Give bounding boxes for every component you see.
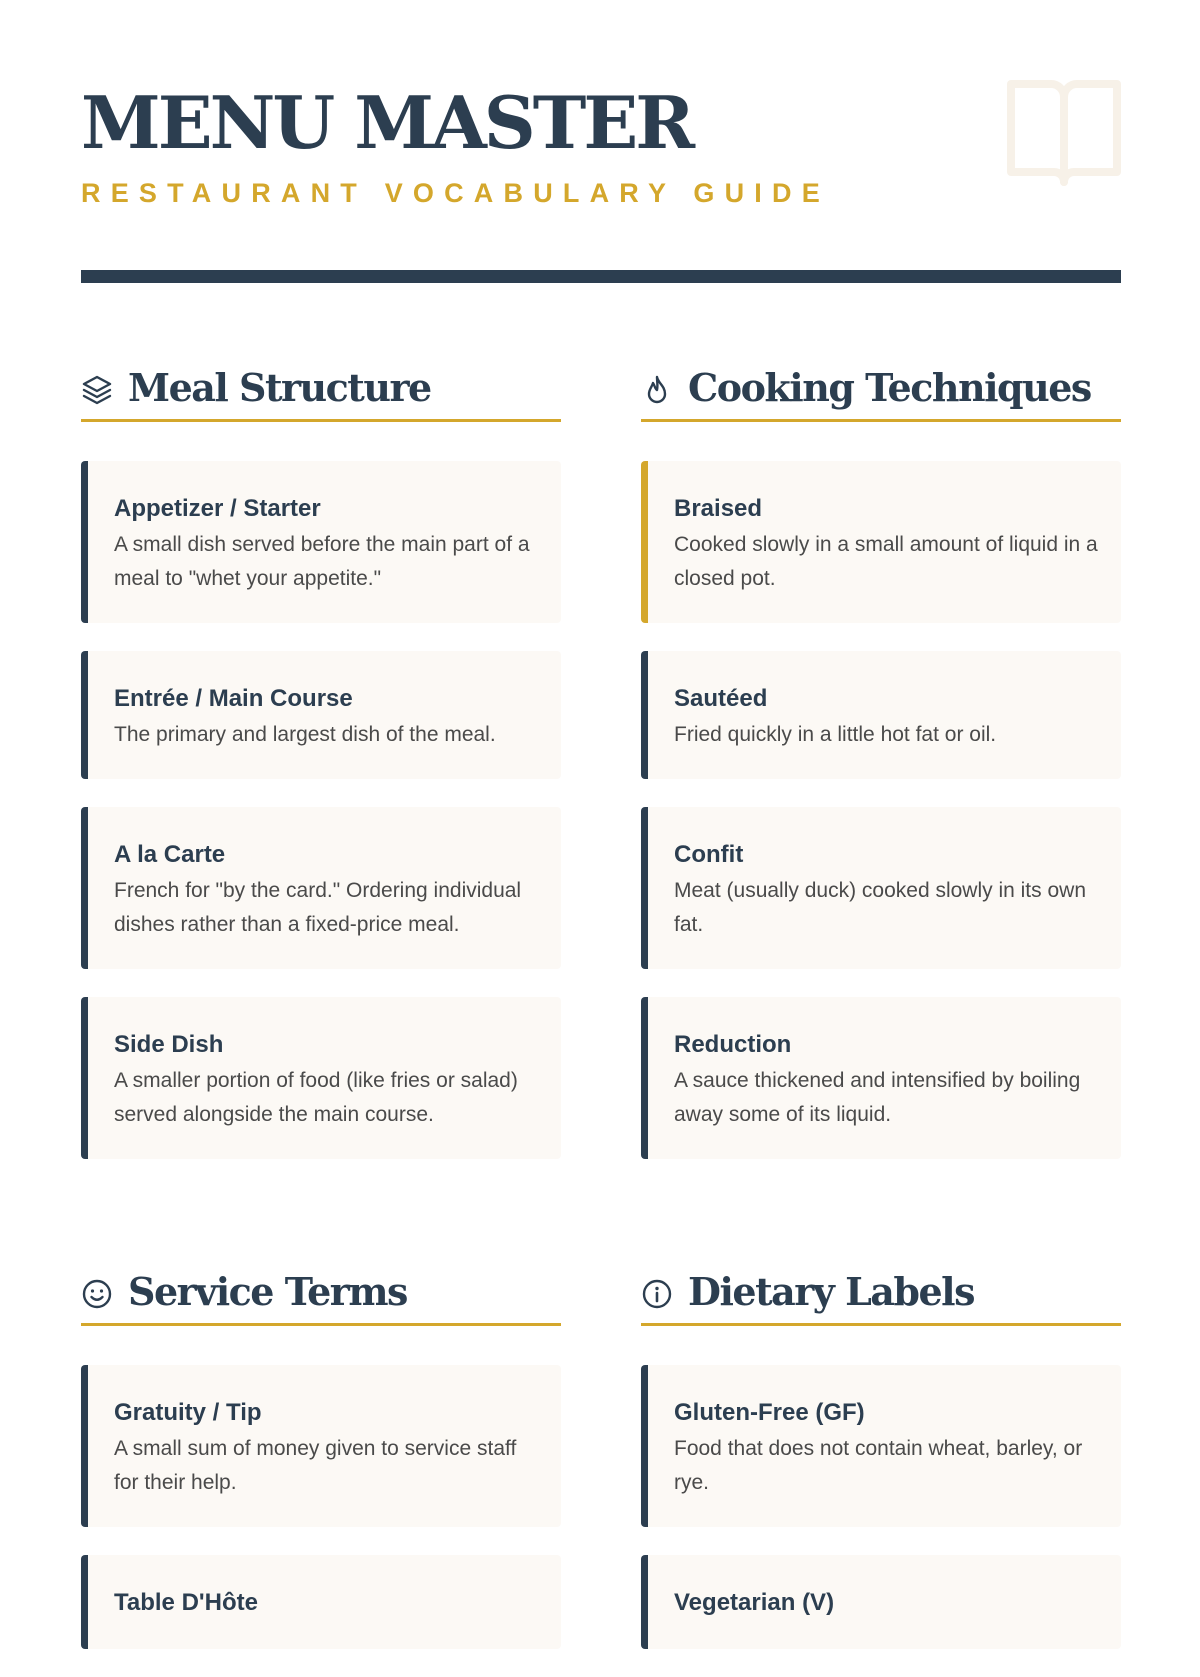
term-definition: Fried quickly in a little hot fat or oil. [674,723,997,746]
section-title: Meal Structure [128,365,431,410]
section-header [641,1264,1121,1326]
section-cooking-techniques [641,360,1121,1187]
section-header [641,360,1121,422]
term-definition: Meat (usually duck) cooked slowly in its own fat. [674,879,1087,936]
page-title: MENU MASTER [81,80,693,165]
term-card [81,1365,561,1527]
term-name: Sautéed [674,685,768,712]
term-definition: French for "by the card." Ordering individual dishes rather than a fixed-price meal. [114,879,522,936]
header-divider [81,270,1121,283]
section-title: Service Terms [128,1269,407,1314]
term-card [81,997,561,1159]
term-name: Gratuity / Tip [114,1399,262,1426]
term-name: Confit [674,841,744,868]
term-definition: A small sum of money given to service staff for their help. [114,1437,517,1494]
term-name: Entrée / Main Course [114,685,353,712]
layers-icon [81,374,113,406]
term-definition: A smaller portion of food (like fries or salad) served alongside the main course. [114,1069,518,1126]
term-definition: Food that does not contain wheat, barley, or rye. [674,1437,1083,1494]
section-title: Cooking Techniques [688,365,1091,410]
term-card [81,651,561,779]
term-name: Vegetarian (V) [674,1589,835,1616]
flame-icon [641,374,673,406]
smile-icon [81,1278,113,1310]
term-card [641,997,1121,1159]
section-dietary-labels [641,1264,1121,1677]
vocabulary-guide-page [81,0,1121,1616]
page-subtitle: RESTAURANT VOCABULARY GUIDE [81,178,830,208]
section-header [81,1264,561,1326]
term-card [641,651,1121,779]
section-header [81,360,561,422]
term-name: Reduction [674,1031,792,1058]
term-name: Braised [674,495,763,522]
term-definition: Cooked slowly in a small amount of liquid in a closed pot. [674,533,1098,590]
term-definition: The primary and largest dish of the meal. [114,723,496,746]
term-name: Side Dish [114,1031,224,1058]
term-card [641,461,1121,623]
term-card [81,1555,561,1649]
term-card [81,461,561,623]
term-card [641,1365,1121,1527]
term-card [641,1555,1121,1649]
section-meal-structure [81,360,561,1187]
term-name: A la Carte [114,841,226,868]
term-card [641,807,1121,969]
section-title: Dietary Labels [688,1269,974,1314]
term-definition: A sauce thickened and intensified by boiling away some of its liquid. [674,1069,1081,1126]
guide-header [81,78,1121,288]
term-name: Table D'Hôte [114,1589,258,1616]
term-name: Gluten-Free (GF) [674,1399,865,1426]
info-icon [641,1278,673,1310]
term-card [81,807,561,969]
term-definition: A small dish served before the main part of a meal to "whet your appetite." [114,533,530,590]
book-open-icon [1007,80,1121,190]
term-name: Appetizer / Starter [114,495,321,522]
section-service-terms [81,1264,561,1677]
